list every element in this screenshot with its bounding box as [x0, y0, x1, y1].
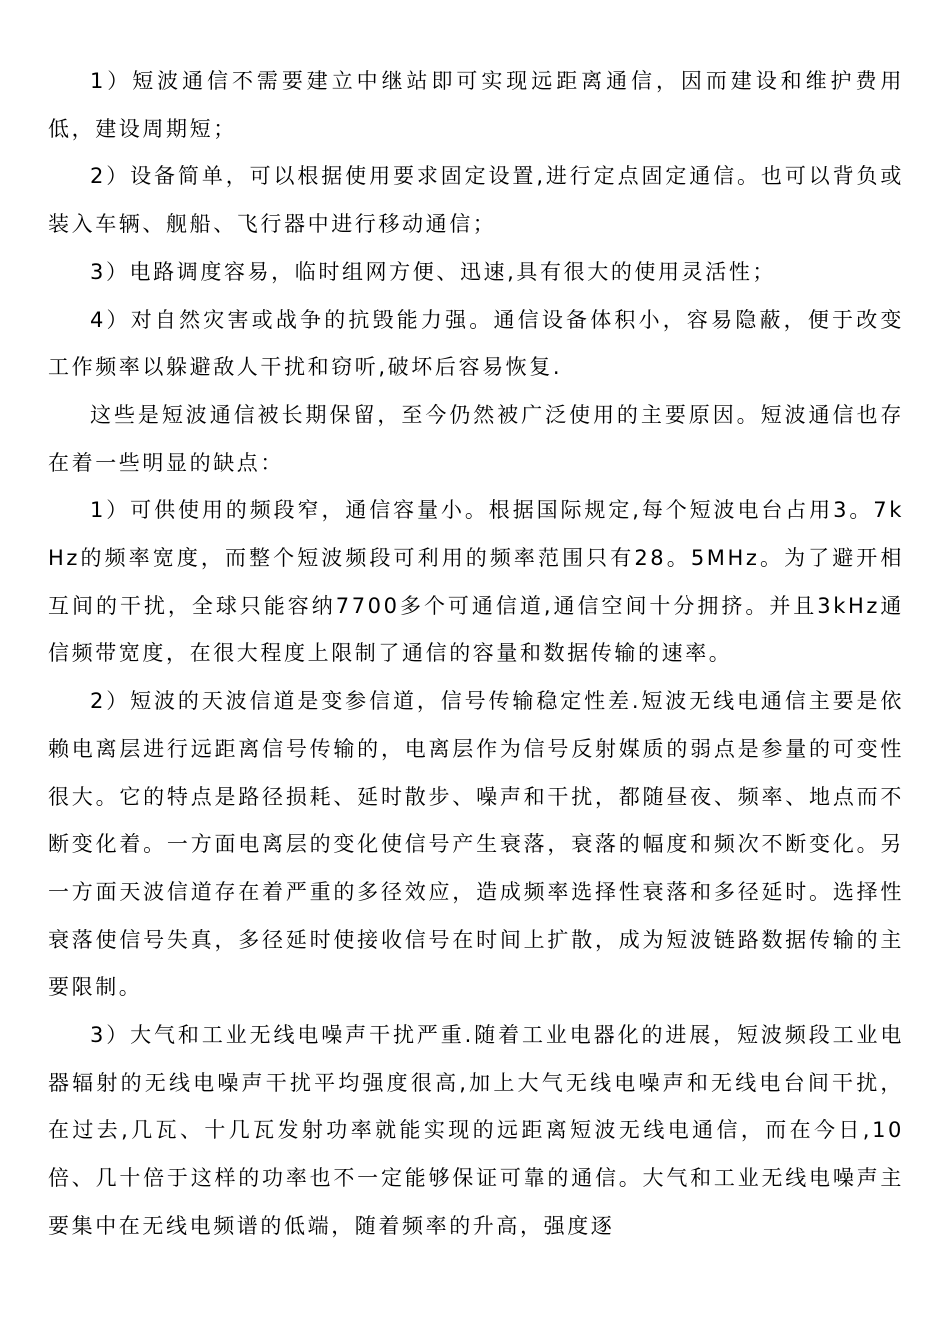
document-body [48, 58, 904, 1251]
paragraph-summary: 这些是短波通信被长期保留，至今仍然被广泛使用的主要原因。短波通信也存在着一些明显的缺点： [48, 402, 904, 475]
paragraph-advantage-3: 3）电路调度容易，临时组网方便、迅速,具有很大的使用灵活性； [90, 259, 777, 284]
paragraph-advantage-2: 2）设备简单，可以根据使用要求固定设置,进行定点固定通信。也可以背负或装入车辆、舰船、飞行器中进行移动通信； [48, 164, 904, 237]
paragraph-drawback-1: 1）可供使用的频段窄，通信容量小。根据国际规定,每个短波电台占用3。7kHz的频率宽度，而整个短波频段可利用的频率范围只有28。5MHz。为了避开相互间的干扰，全球只能容纳7700多个可通信道,通信空间十分拥挤。并且3kHz通信频带宽度，在很大程度上限制了通信的容量和数据传输的速率。 [48, 498, 904, 666]
paragraph-advantage-4: 4）对自然灾害或战争的抗毁能力强。通信设备体积小，容易隐蔽，便于改变工作频率以躲避敌人干扰和窃听,破坏后容易恢复. [48, 307, 904, 380]
paragraph-advantage-1: 1）短波通信不需要建立中继站即可实现远距离通信，因而建设和维护费用低，建设周期短； [48, 69, 904, 141]
paragraph-drawback-2: 2）短波的天波信道是变参信道，信号传输稳定性差.短波无线电通信主要是依赖电离层进行远距离信号传输的，电离层作为信号反射媒质的弱点是参量的可变性很大。它的特点是路径损耗、延时散步、噪声和干扰，都随昼夜、频率、地点而不断变化着。一方面电离层的变化使信号产生衰落，衰落的幅度和频次不断变化。另一方面天波信道存在着严重的多径效应，造成频率选择性衰落和多径延时。选择性衰落使信号失真，多径延时使接收信号在时间上扩散，成为短波链路数据传输的主要限制。 [48, 689, 904, 1000]
paragraph-drawback-3: 3）大气和工业无线电噪声干扰严重.随着工业电器化的进展，短波频段工业电器辐射的无线电噪声干扰平均强度很高,加上大气无线电噪声和无线电台间干扰，在过去,几瓦、十几瓦发射功率就能实现的远距离短波无线电通信，而在今日,10倍、几十倍于这样的功率也不一定能够保证可靠的通信。大气和工业无线电噪声主要集中在无线电频谱的低端，随着频率的升高，强度逐 [48, 1023, 904, 1238]
